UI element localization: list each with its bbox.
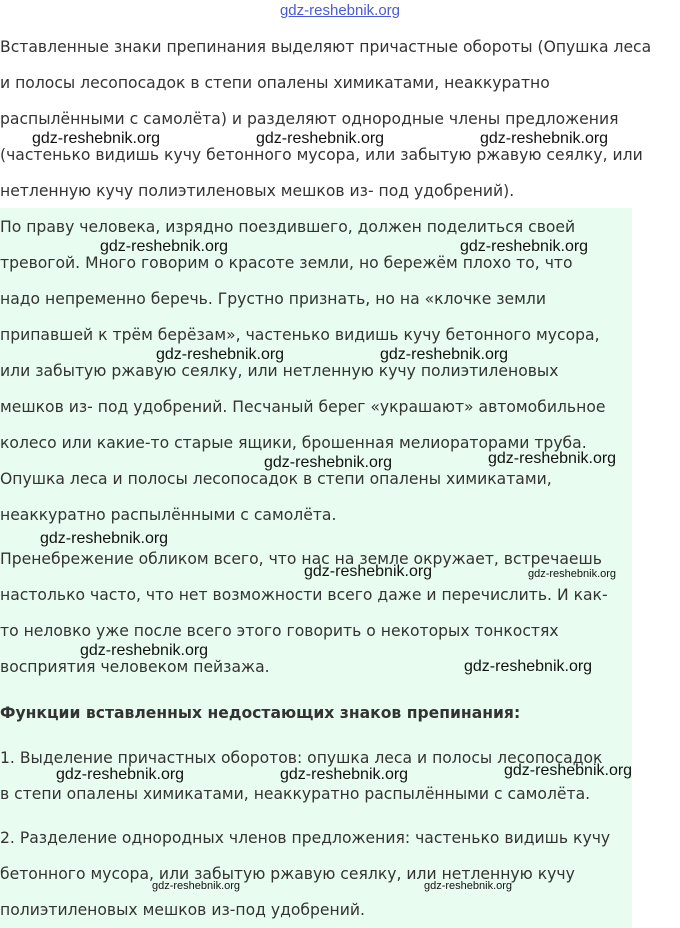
watermark: gdz-reshebnik.org — [304, 563, 433, 580]
text-line: мешков из- под удобрений. Песчаный берег «украшают» автомобильное — [0, 398, 606, 416]
text-line: Пренебрежение обликом всего, что нас на земле окружает, встречаешь — [0, 550, 602, 568]
intro-paragraph — [0, 29, 651, 209]
intro-line: распылёнными с самолёта) и разделяют однородные члены предложения — [0, 110, 619, 128]
watermark: gdz-reshebnik.org — [264, 454, 393, 471]
site-link[interactable]: gdz-reshebnik.org — [279, 2, 401, 19]
watermark: gdz-reshebnik.org — [80, 642, 209, 659]
watermark: gdz-reshebnik.org — [504, 762, 633, 779]
function-line: 2. Разделение однородных членов предложения: частенько видишь кучу — [0, 829, 611, 847]
text-line: то неловко уже после всего этого говорить о некоторых тонкостях — [0, 622, 559, 640]
watermark: gdz-reshebnik.org — [380, 346, 509, 363]
text-line: настолько часто, что нет возможности всего даже и перечислить. И как- — [0, 586, 608, 604]
watermark: gdz-reshebnik.org — [56, 766, 185, 783]
text-line: или забытую ржавую сеялку, или нетленную кучу полиэтиленовых — [0, 362, 559, 380]
watermark: gdz-reshebnik.org — [256, 130, 385, 147]
text-line: надо непременно беречь. Грустно признать, но на «клочке земли — [0, 290, 547, 308]
watermark: gdz-reshebnik.org — [280, 766, 409, 783]
function-line: в степи опалены химикатами, неаккуратно распылёнными с самолёта. — [0, 785, 591, 803]
intro-line: (частенько видишь кучу бетонного мусора, или забытую ржавую сеялку, или — [0, 146, 643, 164]
text-line: неаккуратно распылёнными с самолёта. — [0, 506, 337, 524]
intro-line: и полосы лесопосадок в степи опалены химикатами, неаккуратно — [0, 74, 550, 92]
function-line: бетонного мусора, или забытую ржавую сеялку, или нетленную кучу — [0, 865, 575, 883]
text-line: восприятия человеком пейзажа. — [0, 658, 270, 676]
function-item-2 — [0, 820, 610, 928]
intro-line: нетленную кучу полиэтиленовых мешков из- под удобрений). — [0, 182, 515, 200]
function-line: полиэтиленовых мешков из-под удобрений. — [0, 901, 365, 919]
watermark: gdz-reshebnik.org — [424, 880, 513, 892]
watermark: gdz-reshebnik.org — [156, 346, 285, 363]
text-line: По праву человека, изрядно поездившего, должен поделиться своей — [0, 218, 576, 236]
text-line: колесо или какие-то старые ящики, брошенная мелиораторами труба. — [0, 434, 587, 452]
watermark: gdz-reshebnik.org — [32, 130, 161, 147]
text-line: тревогой. Много говорим о красоте земли, но бережём плохо то, что — [0, 254, 573, 272]
watermark: gdz-reshebnik.org — [152, 880, 241, 892]
intro-line: Вставленные знаки препинания выделяют причастные обороты (Опушка леса — [0, 38, 652, 56]
text-paragraph-1 — [0, 209, 605, 533]
watermark: gdz-reshebnik.org — [100, 238, 229, 255]
text-line: припавшей к трём берёзам», частенько видишь кучу бетонного мусора, — [0, 326, 600, 344]
watermark: gdz-reshebnik.org — [460, 238, 589, 255]
watermark: gdz-reshebnik.org — [528, 568, 617, 580]
watermark: gdz-reshebnik.org — [40, 530, 169, 547]
function-line: 1. Выделение причастных оборотов: опушка леса и полосы лесопосадок — [0, 749, 603, 767]
text-line: Опушка леса и полосы лесопосадок в степи опалены химикатами, — [0, 470, 552, 488]
watermark: gdz-reshebnik.org — [464, 658, 593, 675]
watermark: gdz-reshebnik.org — [488, 450, 617, 467]
watermark: gdz-reshebnik.org — [480, 130, 609, 147]
functions-heading: Функции вставленных недостающих знаков препинания: — [0, 704, 521, 722]
